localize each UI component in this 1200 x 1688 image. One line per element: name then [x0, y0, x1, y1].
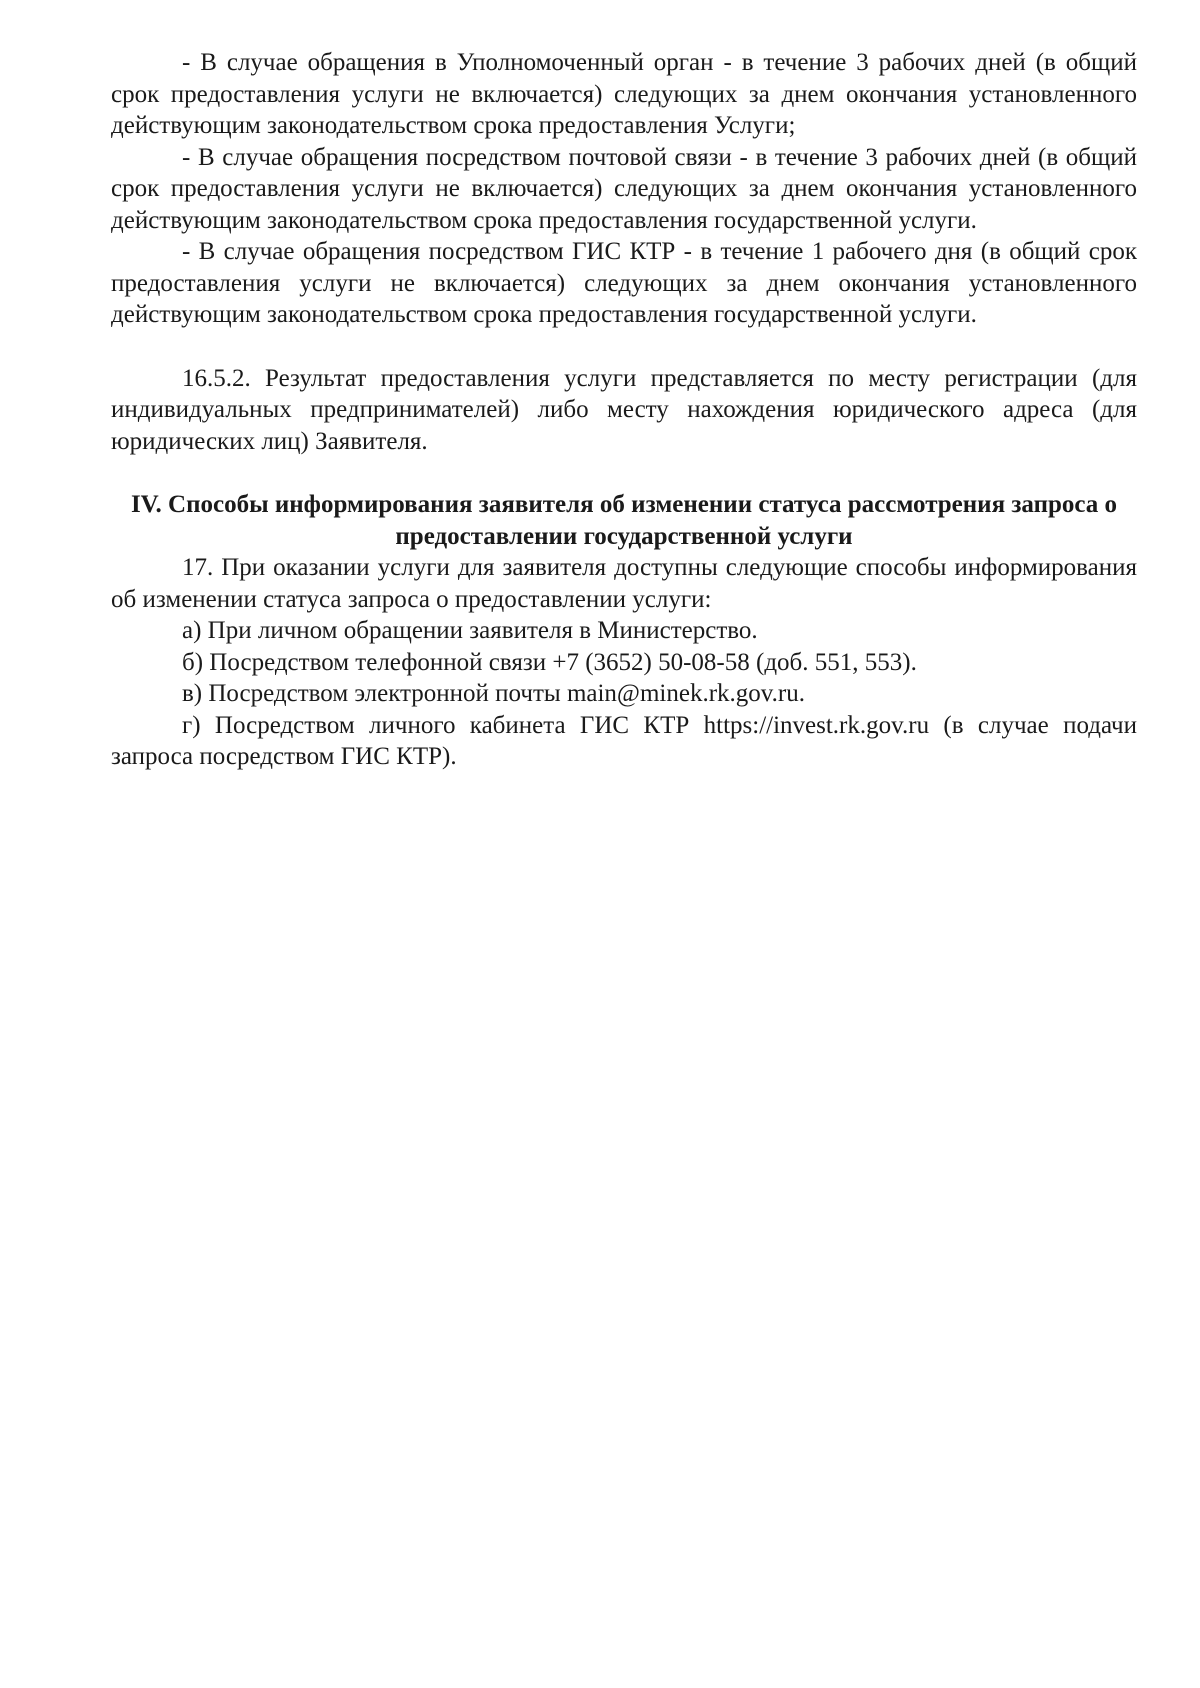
paragraph-postal: - В случае обращения посредством почтовой связи - в течение 3 рабочих дней (в общий срок предоставления услуги не включается) следующих за днем окончания установленного действующим законодательством срока предоставления государственной услуги.: [111, 143, 1137, 234]
list-item: а) При личном обращении заявителя в Министерство.: [182, 617, 758, 644]
list-item: б) Посредством телефонной связи +7 (3652) 50-08-58 (доб. 551, 553).: [182, 648, 917, 676]
paragraph-17: 17. При оказании услуги для заявителя доступны следующие способы информирования об изменении статуса запроса о предоставлении услуги:: [111, 554, 1137, 613]
list-item: г) Посредством личного кабинета ГИС КТР https://invest.rk.gov.ru (в случае подачи запроса посредством ГИС КТР).: [111, 711, 1137, 770]
spacer: [111, 331, 1137, 363]
list-item: в) Посредством электронной почты main@minek.rk.gov.ru.: [182, 680, 805, 707]
document-body: [111, 47, 1137, 773]
paragraph-16-5-2: 16.5.2. Результат предоставления услуги представляется по месту регистрации (для индивидуальных предпринимателей) либо месту нахождения юридического адреса (для юридических лиц) Заявителя.: [111, 364, 1137, 455]
paragraph-gis-ktr: - В случае обращения посредством ГИС КТР - в течение 1 рабочего дня (в общий срок предоставления услуги не включается) следующих за днем окончания установленного действующим законодательством срока предоставления государственной услуги.: [111, 238, 1137, 328]
spacer: [111, 457, 1137, 489]
paragraph-authorized-body: - В случае обращения в Уполномоченный орган - в течение 3 рабочих дней (в общий срок предоставления услуги не включается) следующих за днем окончания установленного действующим законодательством срока предоставления Услуги;: [111, 49, 1137, 139]
section-heading: IV. Способы информирования заявителя об изменении статуса рассмотрения запроса о предоставлении государственной услуги: [130, 491, 1118, 550]
